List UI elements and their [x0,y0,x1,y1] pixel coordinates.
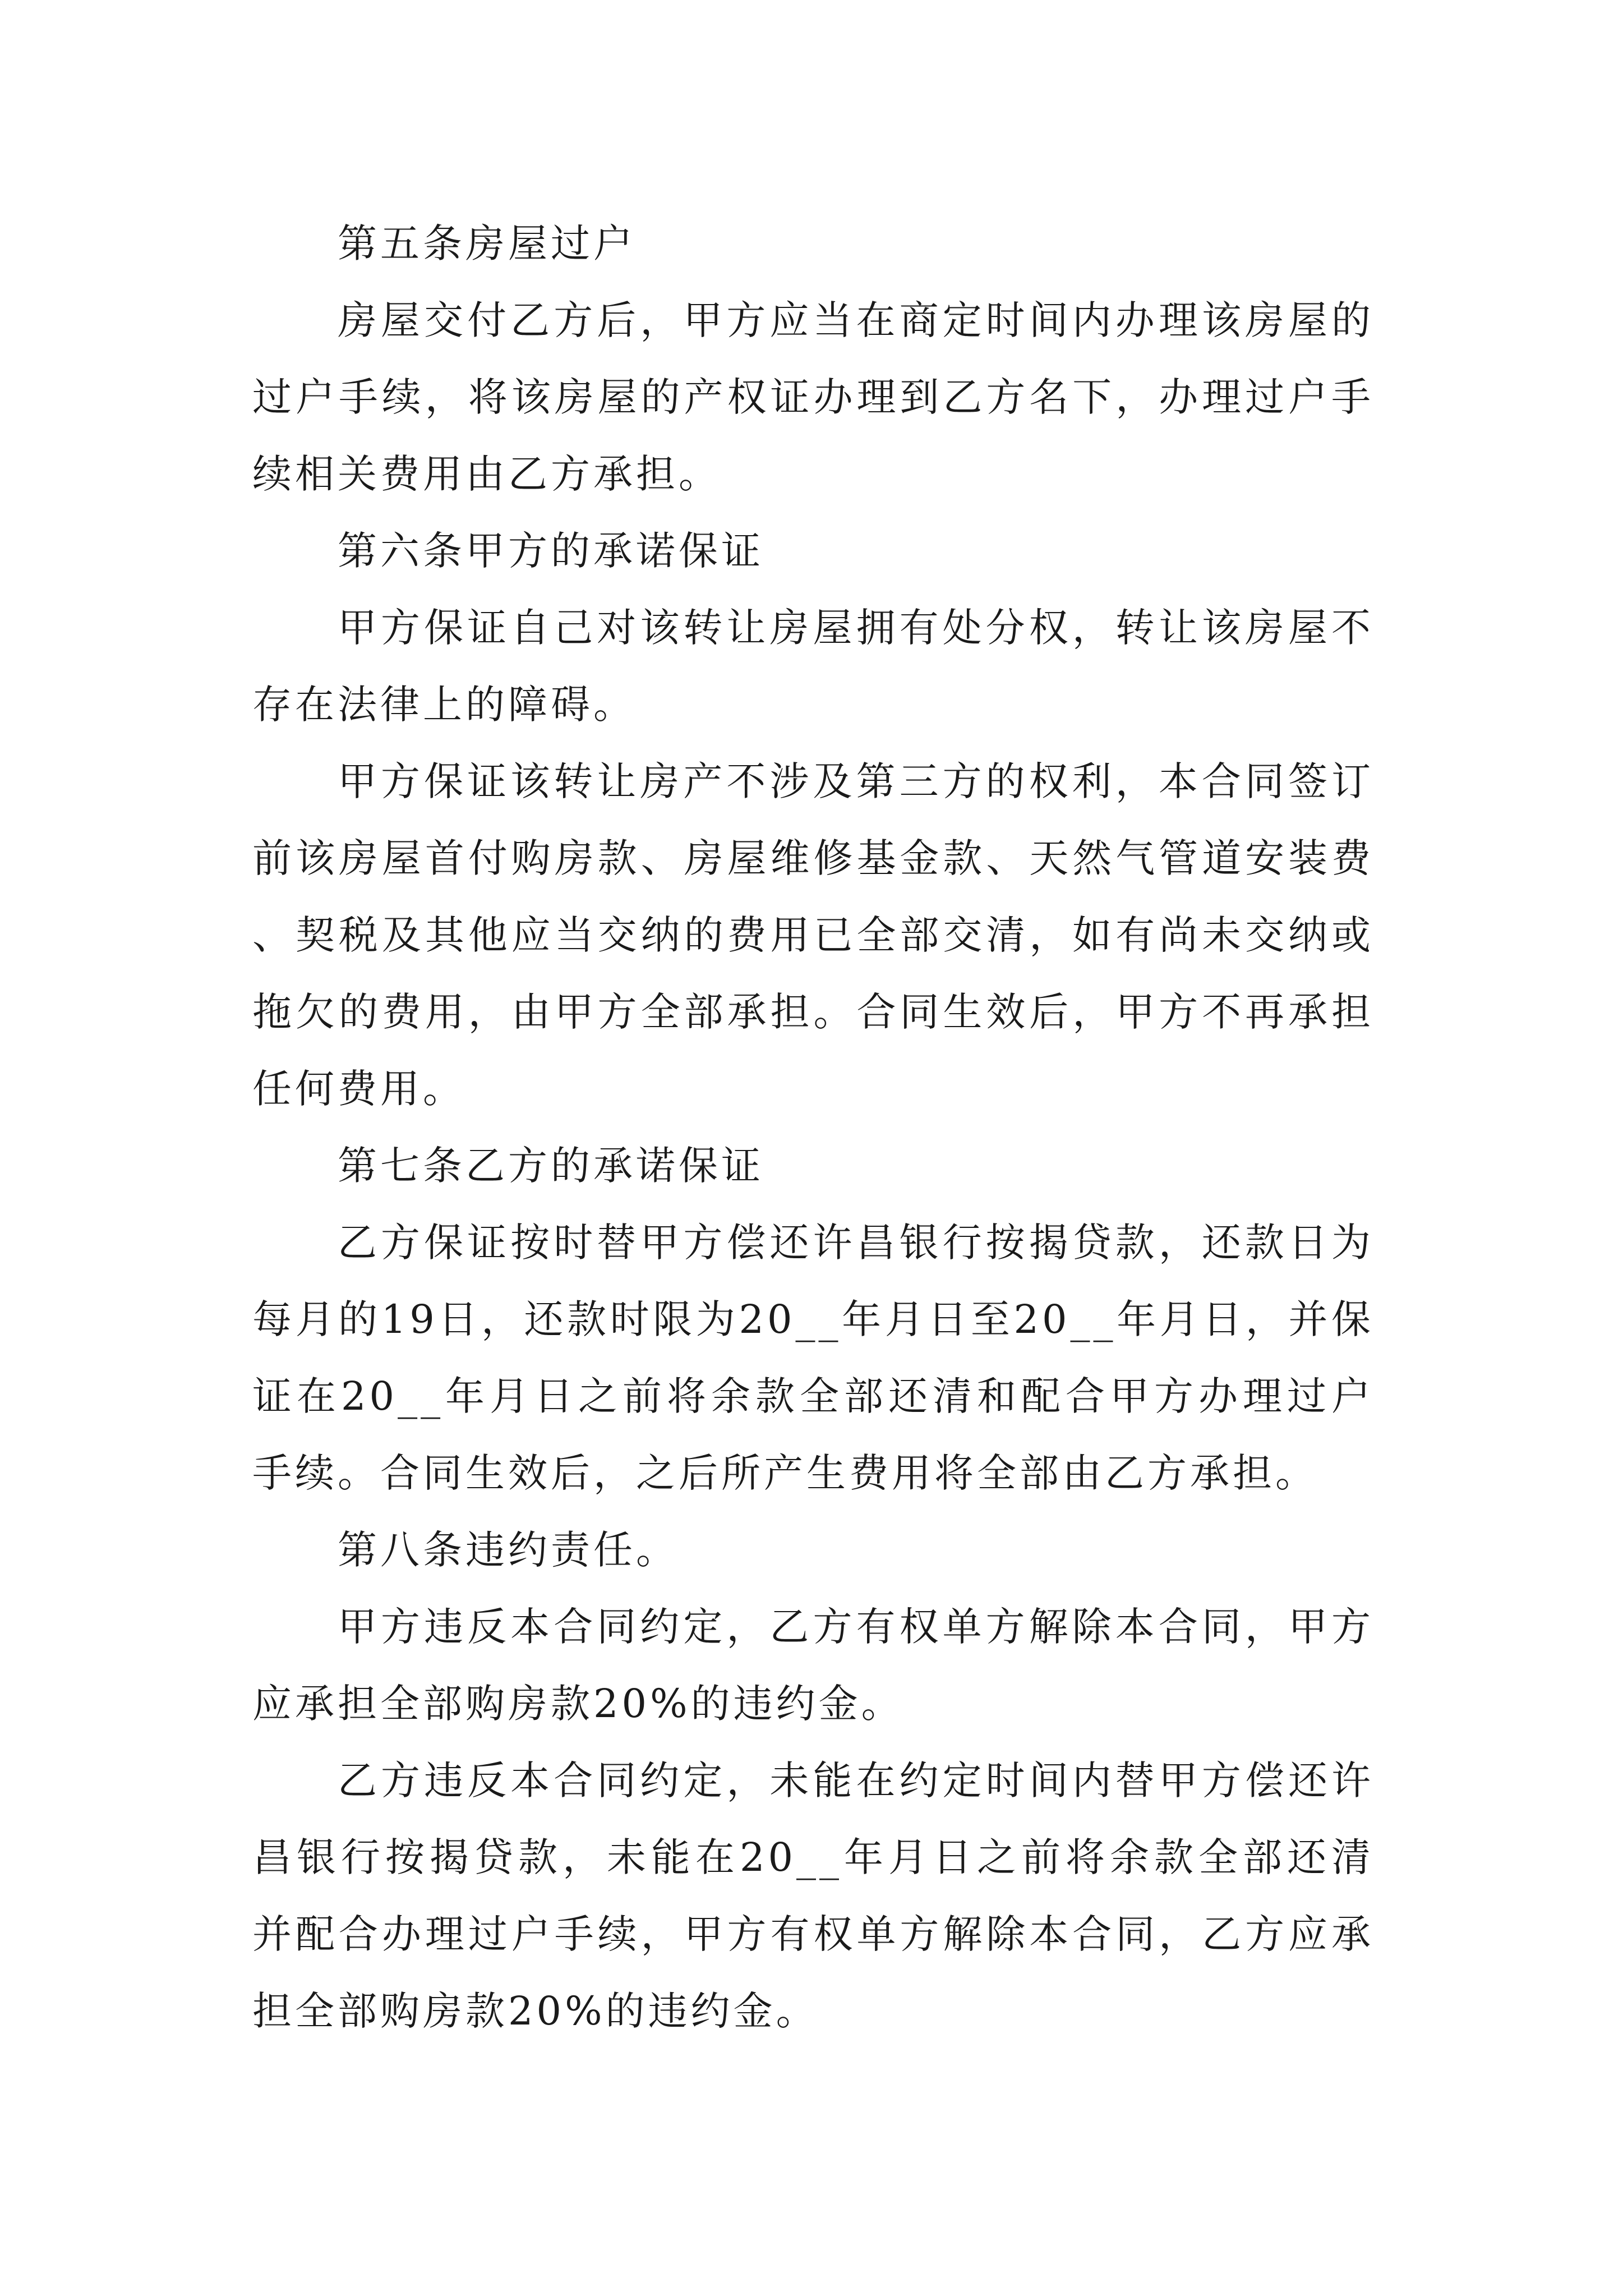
section-6-paragraph-1: 甲方保证自己对该转让房屋拥有处分权，转让该房屋不存在法律上的障碍。 [252,605,1374,728]
section-5-paragraph: 房屋交付乙方后，甲方应当在商定时间内办理该房屋的过户手续，将该房屋的产权证办理到乙方名下，办理过户手续相关费用由乙方承担。 [252,297,1374,497]
section-6-paragraph-2: 甲方保证该转让房产不涉及第三方的权利，本合同签订前该房屋首付购房款、房屋维修基金款、天然气管道安装费、契税及其他应当交纳的费用已全部交清，如有尚未交纳或拖欠的费用，由甲方全部承担。合同生效后，甲方不再承担任何费用。 [252,758,1374,1112]
section-heading-6: 第六条甲方的承诺保证 [338,528,764,574]
section-8-paragraph-1: 甲方违反本合同约定，乙方有权单方解除本合同，甲方应承担全部购房款20%的违约金。 [252,1604,1374,1727]
section-heading-8: 第八条违约责任。 [338,1527,679,1573]
section-heading-5: 第五条房屋过户 [338,220,636,266]
section-heading-7: 第七条乙方的承诺保证 [338,1143,764,1189]
section-7-paragraph: 乙方保证按时替甲方偿还许昌银行按揭贷款，还款日为每月的19日，还款时限为20__年月日至20__年月日，并保证在20__年月日之前将余款全部还清和配合甲方办理过户手续。合同生效后，之后所产生费用将全部由乙方承担。 [252,1220,1374,1496]
document-body [252,205,1374,2050]
section-8-paragraph-2: 乙方违反本合同约定，未能在约定时间内替甲方偿还许昌银行按揭贷款，未能在20__年月日之前将余款全部还清并配合办理过户手续，甲方有权单方解除本合同，乙方应承担全部购房款20%的违约金。 [252,1757,1374,2034]
